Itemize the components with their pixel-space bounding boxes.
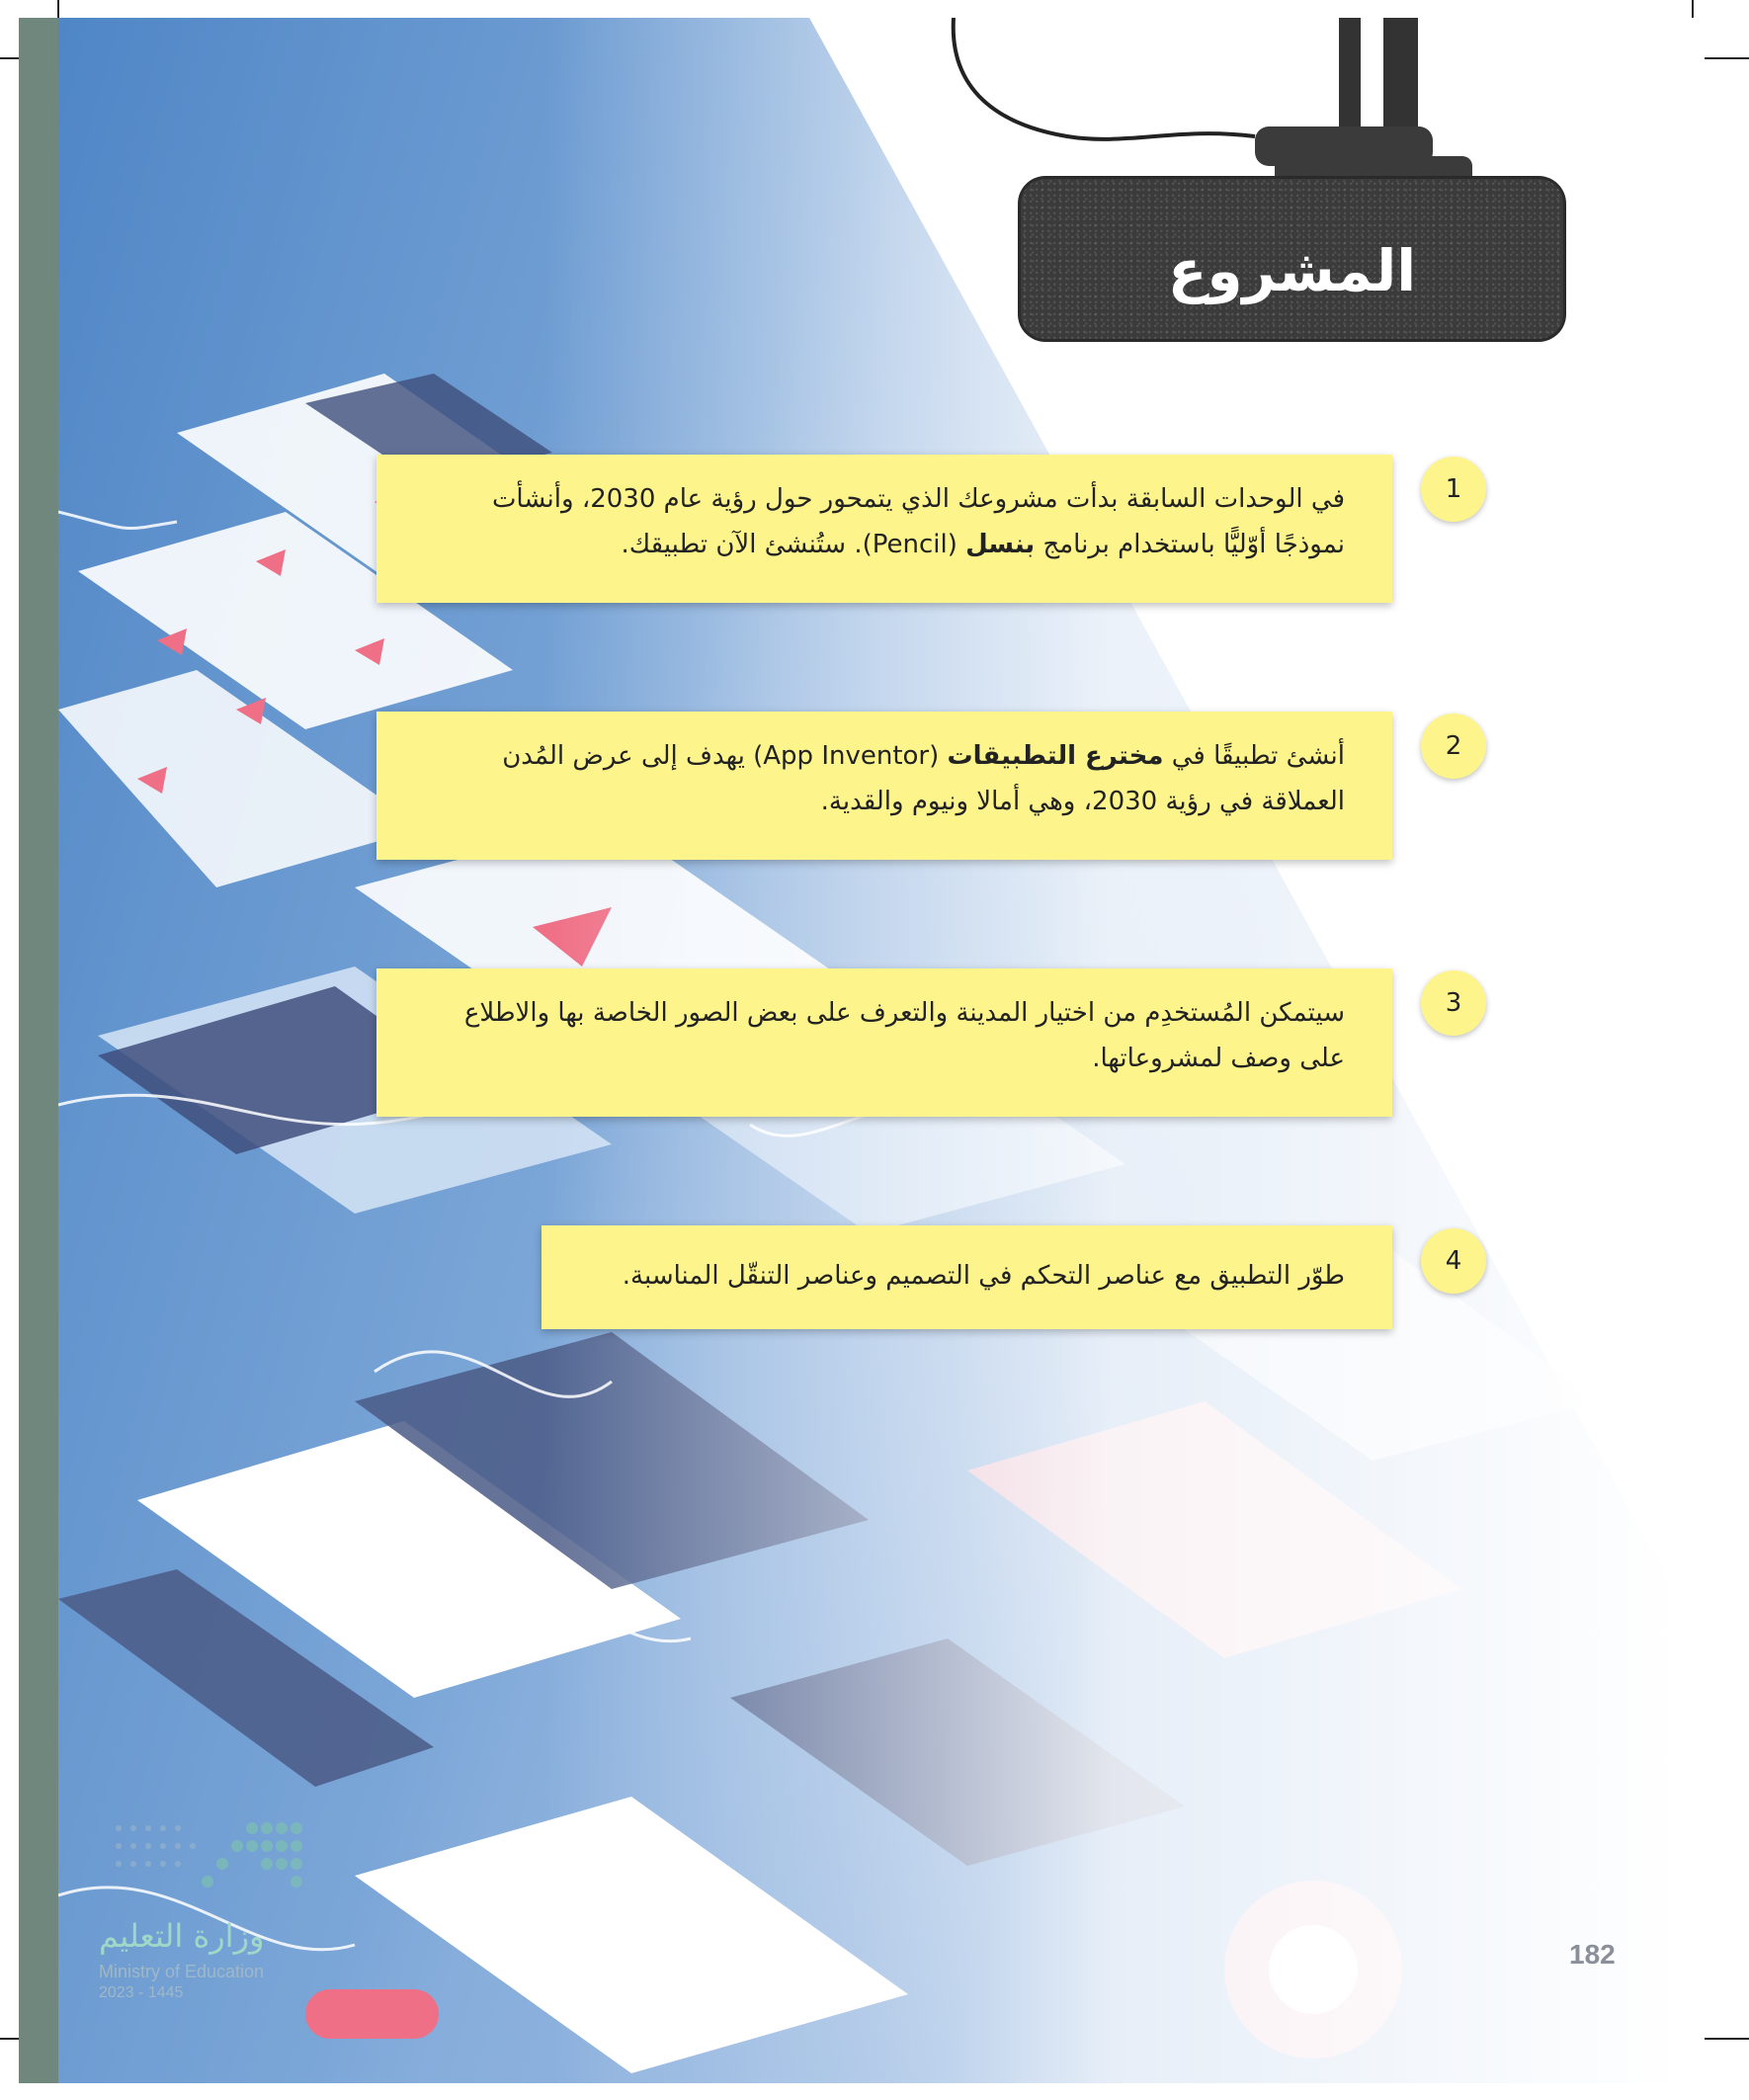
step-2-line-1 (406, 733, 1345, 779)
step-box-2 (376, 712, 1392, 860)
step-3-line-1: سيتمكن المُستخدِم من اختيار المدينة والتعرف على بعض الصور الخاصة بها والاطلاع (463, 998, 1345, 1028)
step-4-line-1: طوّر التطبيق مع عناصر التحكم في التصميم وعناصر التنقّل المناسبة. (622, 1261, 1345, 1291)
step-box-4 (541, 1225, 1392, 1329)
step-box-3 (376, 968, 1392, 1117)
title-plate (1018, 176, 1566, 342)
step-number-2: 2 (1421, 714, 1486, 779)
step-2-line-1-end: (App Inventor) يهدف إلى عرض المُدن (502, 741, 948, 771)
ministry-name-arabic: وزارة التعليم (99, 1917, 265, 1955)
crop-mark (1705, 57, 1749, 59)
page-title: المشروع (1167, 237, 1417, 304)
page-side-strip (19, 18, 58, 2083)
step-box-1 (376, 455, 1392, 603)
page-number: 182 (1569, 1939, 1616, 1970)
step-number-4: 4 (1421, 1228, 1486, 1294)
step-number-3: 3 (1421, 970, 1486, 1036)
crop-mark (1692, 0, 1694, 18)
title-plate-group (929, 18, 1581, 344)
step-2-bold-term: مخترع التطبيقات (947, 741, 1164, 771)
step-1-bold-term: بنسل (965, 530, 1036, 559)
step-3-line-2: على وصف لمشروعاتها. (1092, 1044, 1345, 1073)
step-2-line-2: العملاقة في رؤية 2030، وهي أمالا ونيوم والقدية. (820, 787, 1345, 816)
step-1-line-1: في الوحدات السابقة بدأت مشروعك الذي يتمحور حول رؤية عام 2030، وأنشأت (491, 484, 1345, 514)
ministry-logo-dots (99, 1818, 326, 1917)
step-1-line-2-start: نموذجًا أوّليًّا باستخدام برنامج (1035, 530, 1345, 559)
step-2-line-1-start: أنشئ تطبيقًا في (1163, 741, 1345, 771)
step-number-1: 1 (1421, 457, 1486, 522)
ministry-name-english: Ministry of Education (99, 1962, 265, 1981)
crop-mark (57, 0, 59, 18)
step-1-line-2-end: (Pencil). ستُنشئ الآن تطبيقك. (621, 530, 966, 559)
ministry-year: 2023 - 1445 (99, 1984, 184, 2001)
step-1-line-2 (406, 522, 1345, 567)
crop-mark (1705, 2038, 1749, 2040)
